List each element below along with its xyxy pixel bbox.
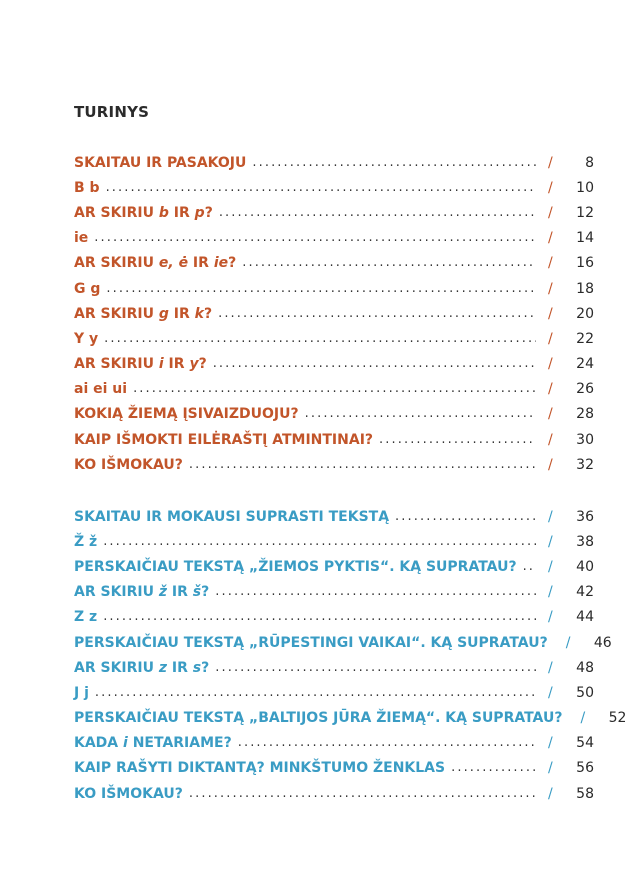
page-number: 12 [576, 204, 594, 221]
toc-entry[interactable] [74, 655, 594, 680]
dot-leader [103, 533, 536, 551]
page-separator: / [548, 305, 553, 322]
toc-entry-text-part: KAIP RAŠYTI DIKTANTĄ? MINKŠTUMO ŽENKLAS [74, 760, 446, 777]
page-number: 50 [576, 684, 594, 701]
toc-entry-text-part: i [158, 356, 164, 373]
page-reference [536, 229, 594, 247]
dot-leader [213, 355, 536, 373]
toc-entry-text-part: IR [168, 204, 195, 221]
toc-entry[interactable] [74, 251, 594, 276]
toc-entry[interactable] [74, 427, 594, 452]
dot-leader [104, 330, 536, 348]
page-reference [536, 759, 594, 777]
page-separator: / [548, 330, 553, 347]
page-number: 20 [576, 305, 594, 322]
toc-entry-text-part: KO IŠMOKAU? [74, 456, 183, 473]
page-reference [536, 431, 594, 449]
dot-leader [95, 684, 536, 702]
page-number: 54 [576, 735, 594, 752]
toc-entry-label [74, 280, 106, 298]
toc-entry-label [74, 583, 215, 601]
page-separator: / [548, 785, 553, 802]
page-separator: / [548, 533, 553, 550]
dot-leader [103, 608, 536, 626]
toc-entry-text-part: AR SKIRIU [74, 584, 159, 601]
page-number: 56 [576, 760, 594, 777]
toc-entry-text-part: PERSKAIČIAU TEKSTĄ „RŪPESTINGI VAIKAI“. KĄ SUPRATAU? [74, 634, 548, 651]
toc-entry-text-part: KO IŠMOKAU? [74, 785, 183, 802]
toc-entry-label [74, 204, 219, 222]
page-reference [536, 785, 594, 803]
page-number: 44 [576, 609, 594, 626]
toc-entry[interactable] [74, 554, 594, 579]
dot-leader [451, 759, 536, 777]
toc-entry-text-part: B b [74, 179, 100, 196]
page-number: 38 [576, 533, 594, 550]
page-reference [536, 508, 594, 526]
toc-entry-text-part: e, ė [158, 255, 189, 272]
toc-entry[interactable] [74, 680, 594, 705]
page-reference [536, 583, 594, 601]
toc-entry-text-part: NETARIAME? [127, 735, 232, 752]
page-separator: / [548, 255, 553, 272]
toc-entry-text-part: ai ei ui [74, 381, 128, 398]
toc-entry-label [74, 330, 104, 348]
page-reference [536, 380, 594, 398]
toc-entry-label [74, 684, 95, 702]
page-number: 46 [593, 634, 612, 651]
toc-entry-text-part: IR [167, 584, 193, 601]
toc-entry-label [74, 405, 305, 423]
page-reference [536, 684, 594, 702]
toc-entry[interactable] [74, 175, 594, 200]
page-number: 52 [608, 710, 627, 727]
section-heading[interactable] [74, 150, 594, 175]
page-reference [536, 659, 594, 677]
page-reference [536, 330, 594, 348]
page-separator: / [548, 280, 553, 297]
page-number: 40 [576, 558, 594, 575]
page-separator: / [548, 456, 553, 473]
toc-entry[interactable] [74, 276, 594, 301]
toc-entry[interactable] [74, 301, 594, 326]
toc-entry-text-part: KAIP IŠMOKTI EILĖRAŠTĮ ATMINTINAI? [74, 431, 374, 448]
dot-leader [106, 179, 536, 197]
page-reference [536, 608, 594, 626]
dot-leader [215, 659, 536, 677]
dot-leader [379, 431, 536, 449]
dot-leader [106, 280, 536, 298]
toc-entry-text-part: KOKIĄ ŽIEMĄ ĮSIVAIZDUOJU? [74, 406, 299, 423]
toc-entry-text-part: KADA [74, 735, 124, 752]
toc-entry-text-part: ie [213, 255, 229, 272]
page-number: 30 [576, 431, 594, 448]
toc-entry-text-part: AR SKIRIU [74, 659, 159, 676]
toc-entry-text-part: p [194, 204, 205, 221]
toc-entry-text-part: b [158, 204, 169, 221]
toc-entry[interactable] [74, 756, 594, 781]
page-number: 16 [576, 255, 594, 272]
dot-leader [94, 229, 536, 247]
toc-entry-text-part: G g [74, 280, 101, 297]
page-separator: / [548, 179, 553, 196]
page-separator: / [548, 154, 553, 171]
page-number: 10 [576, 179, 594, 196]
page-reference [536, 456, 594, 474]
page-reference [536, 280, 594, 298]
page-number: 58 [576, 785, 594, 802]
page-reference [536, 355, 594, 373]
toc-entry[interactable] [74, 781, 594, 806]
toc-entry-label [74, 634, 554, 652]
dot-leader [305, 405, 536, 423]
toc-entry[interactable] [74, 200, 594, 225]
page-reference [536, 204, 594, 222]
toc-entry[interactable] [74, 605, 594, 630]
page-reference [536, 558, 594, 576]
page-separator: / [548, 406, 553, 423]
page-number: 32 [576, 456, 594, 473]
page-separator: / [548, 431, 553, 448]
toc-entry[interactable] [74, 452, 594, 477]
page-separator: / [548, 508, 553, 525]
toc-entry-text-part: AR SKIRIU [74, 255, 159, 272]
toc-entry-text-part: g [158, 305, 169, 322]
toc-entry-text-part: i [123, 735, 128, 752]
toc-entry-text-part: ? [201, 584, 210, 601]
toc-entry-text-part: IR [188, 255, 214, 272]
toc-entry-label [74, 380, 133, 398]
toc-entry-label [74, 355, 213, 373]
toc-entry-text-part: ? [228, 255, 237, 272]
toc-entry[interactable] [74, 580, 594, 605]
page-number: 48 [576, 659, 594, 676]
toc-entry[interactable] [74, 731, 594, 756]
toc-entry-text-part: Ž ž [74, 533, 98, 550]
toc-entry[interactable] [74, 402, 594, 427]
page-separator: / [565, 634, 571, 651]
page-reference [536, 154, 594, 172]
page-reference [536, 405, 594, 423]
page-separator: / [580, 710, 586, 727]
toc-entry-text-part: z [158, 659, 168, 676]
toc-entry-text-part: Y y [74, 330, 99, 347]
dot-leader [395, 508, 536, 526]
page-number: 42 [576, 584, 594, 601]
toc-entry-text-part: PERSKAIČIAU TEKSTĄ „BALTIJOS JŪRA ŽIEMĄ“. KĄ SUPRATAU? [74, 710, 563, 727]
toc-entry[interactable] [74, 529, 594, 554]
toc-entry-text-part: k [194, 305, 204, 322]
toc-entry-label [74, 431, 379, 449]
toc-entry-label [74, 558, 523, 576]
toc-entry-label [74, 533, 103, 551]
toc-section-1 [74, 150, 594, 477]
toc-entry[interactable] [74, 377, 594, 402]
toc-entry[interactable] [74, 630, 612, 655]
toc-entry-text-part: AR SKIRIU [74, 305, 159, 322]
toc-entry-text-part: ? [201, 659, 210, 676]
dot-leader [215, 583, 536, 601]
toc-entry[interactable] [74, 326, 594, 351]
page-reference [536, 533, 594, 551]
page-title: TURINYS [74, 103, 150, 121]
page-separator: / [548, 381, 553, 398]
dot-leader [133, 380, 536, 398]
toc-entry-text-part: Z z [74, 609, 98, 626]
page-number: 18 [576, 280, 594, 297]
toc-entry-label [74, 229, 94, 247]
toc-entry-text-part: ie [74, 230, 89, 247]
page-separator: / [548, 230, 553, 247]
toc-entry-label [74, 179, 106, 197]
toc-entry-text-part: J j [74, 684, 89, 701]
toc-entry-label [74, 305, 218, 323]
toc-entry-text-part: y [189, 356, 199, 373]
toc-entry[interactable] [74, 706, 627, 731]
page-reference [536, 179, 594, 197]
toc-entry-text-part: AR SKIRIU [74, 204, 159, 221]
dot-leader [189, 456, 536, 474]
page-separator: / [548, 584, 553, 601]
toc-entry-label [74, 608, 103, 626]
section-heading[interactable] [74, 504, 594, 529]
toc-entry-text-part: ž [158, 584, 168, 601]
toc-entry-label [74, 659, 215, 677]
dot-leader [219, 204, 536, 222]
page-reference [568, 709, 626, 727]
page-reference [536, 305, 594, 323]
page-reference [554, 634, 612, 652]
page-separator: / [548, 735, 553, 752]
toc-entry[interactable] [74, 352, 594, 377]
dot-leader [238, 734, 536, 752]
page-number: 28 [576, 406, 594, 423]
page-number: 22 [576, 330, 594, 347]
toc-entry-label [74, 709, 568, 727]
section-heading-label: SKAITAU IR PASAKOJU [74, 154, 247, 171]
page-number: 36 [576, 508, 594, 525]
toc-entry-text-part: PERSKAIČIAU TEKSTĄ „ŽIEMOS PYKTIS“. KĄ SUPRATAU? [74, 558, 517, 575]
page-reference [536, 734, 594, 752]
page-separator: / [548, 760, 553, 777]
page-number: 24 [576, 356, 594, 373]
dot-leader [523, 558, 536, 576]
page-separator: / [548, 684, 553, 701]
toc-entry-label [74, 254, 242, 272]
page-separator: / [548, 356, 553, 373]
toc-entry-text-part: IR [167, 659, 193, 676]
toc-entry-text-part: ? [204, 204, 213, 221]
toc-entry-text-part: IR [163, 356, 190, 373]
toc-entry-text-part: ? [198, 356, 207, 373]
toc-section-2 [74, 504, 627, 806]
page-number: 26 [576, 381, 594, 398]
dot-leader [189, 785, 536, 803]
section-heading-label: SKAITAU IR MOKAUSI SUPRASTI TEKSTĄ [74, 508, 390, 525]
page-number: 8 [585, 154, 594, 171]
toc-entry-text-part: IR [168, 305, 195, 322]
toc-entry[interactable] [74, 226, 594, 251]
page-separator: / [548, 659, 553, 676]
dot-leader [252, 154, 536, 172]
toc-entry-label [74, 759, 451, 777]
toc-entry-text-part: s [192, 659, 202, 676]
toc-entry-text-part: AR SKIRIU [74, 356, 159, 373]
dot-leader [242, 254, 536, 272]
page-separator: / [548, 609, 553, 626]
toc-entry-label [74, 785, 189, 803]
page-separator: / [548, 558, 553, 575]
page-separator: / [548, 204, 553, 221]
toc-entry-label [74, 734, 238, 752]
toc-entry-text-part: ? [203, 305, 213, 322]
page-number: 14 [576, 230, 594, 247]
toc-entry-text-part: š [192, 584, 202, 601]
page-reference [536, 254, 594, 272]
dot-leader [218, 305, 536, 323]
toc-entry-label [74, 456, 189, 474]
